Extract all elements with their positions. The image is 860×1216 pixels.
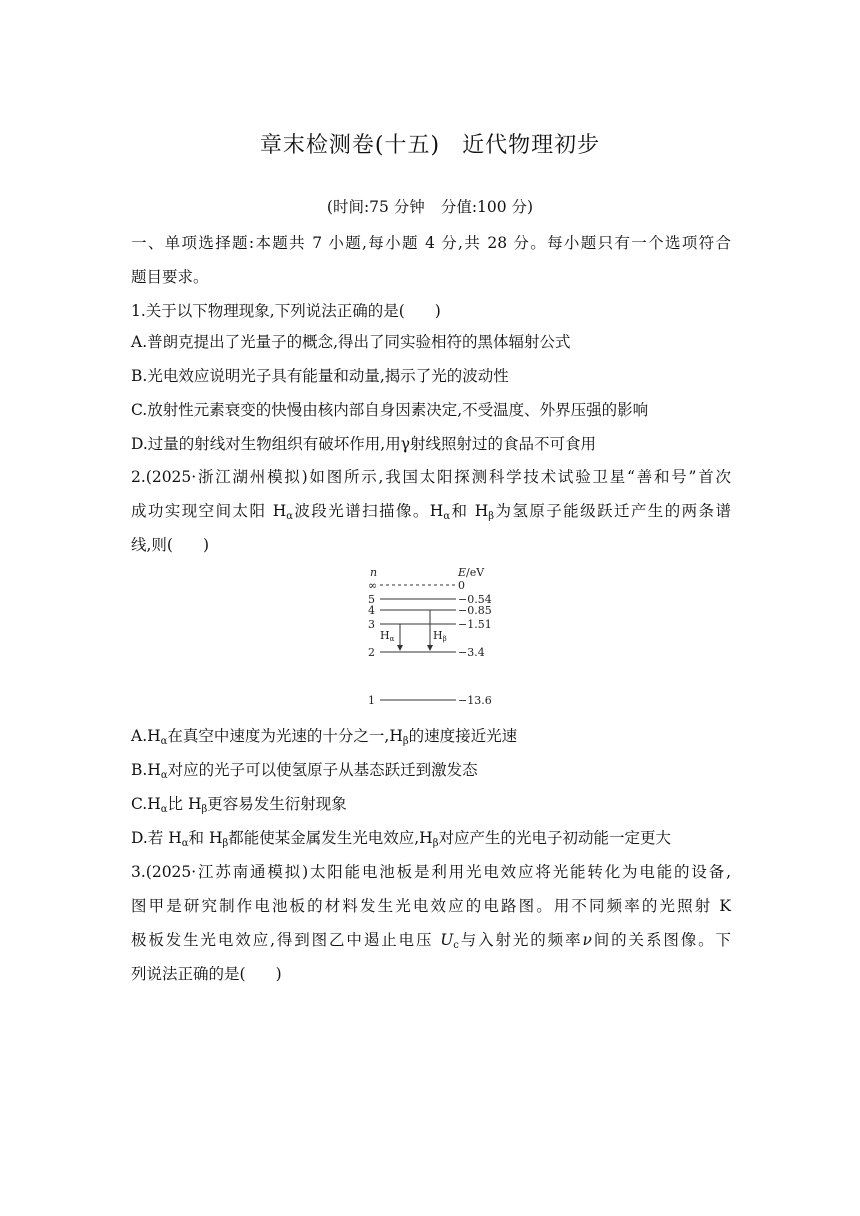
level-e-inf: 0 [458, 579, 465, 592]
level-n-3: 3 [368, 618, 375, 631]
h-alpha-arrowhead [397, 645, 403, 651]
q2-line2-sub-b: α [443, 511, 451, 522]
h-beta-arrowhead [427, 645, 433, 651]
h-beta-label: Hβ [433, 629, 447, 643]
q2-line2-b: 波段光谱扫描像。H [293, 502, 444, 520]
q2-stem-line1: 2.(2025·浙江湖州模拟)如图所示,我国太阳探测科学技术试验卫星“善和号”首次 [131, 468, 731, 486]
exam-time: (时间:75 分钟 [326, 198, 425, 216]
q2-line2-d: 为氢原子能级跃迁产生的两条谱 [494, 502, 731, 520]
q2-line2-sub2: β [488, 511, 495, 522]
q2-option-d: D.若 $H_\alpha$和 $H_\beta$都能使某金属发生光电效应$,H_\beta$对应产生的光电子初动能一定更大 [131, 829, 671, 849]
q3-stem-line1: 3.(2025·江苏南通模拟)太阳能电池板是利用光电效应将光能转化为电能的设备, [131, 863, 731, 881]
exam-meta [0, 195, 860, 217]
q2-line2-a: 成功实现空间太阳 H [131, 502, 287, 520]
level-e-5: −0.54 [458, 593, 492, 606]
level-e-3: −1.51 [458, 618, 492, 631]
q3-stem-line3: 极板发生光电效应,得到图乙中遏止电压 $U_c$与入射光的频率ν间的关系图像。下 [131, 931, 731, 951]
level-n-inf: ∞ [368, 579, 378, 592]
level-n-2: 2 [368, 646, 375, 659]
level-e-4: −0.85 [458, 604, 492, 617]
q2-line2-sub: α [286, 511, 293, 522]
diagram-e-label: E/eV [458, 566, 485, 579]
q1-stem-close: ) [434, 302, 441, 320]
title-part2: 近代物理初步 [462, 133, 601, 158]
title-part1: 章末检测卷(十五) [259, 133, 441, 158]
q2-line3-text: 线,则( [131, 536, 173, 554]
q2-option-b: $B.H_\alpha$对应的光子可以使氢原子从基态跃迁到激发态 [131, 761, 478, 781]
q2-option-a: $A.H_\alpha$在真空中速度为光速的十分之一$,H_\beta$的速度接近光速 [131, 727, 518, 747]
q3-line4-text: 列说法正确的是( [131, 965, 246, 983]
q2-line3-close: ) [202, 536, 210, 554]
h-alpha-label: Hα [380, 629, 395, 643]
q3-stem-line4 [131, 962, 282, 984]
diagram-n-label: n [370, 566, 378, 579]
section-heading-line2: 题目要求。 [131, 268, 209, 286]
q1-option-d: D.过量的射线对生物组织有破坏作用,用γ射线照射过的食品不可食用 [131, 435, 596, 453]
level-n-5: 5 [368, 593, 375, 606]
q2-stem-line2 [131, 499, 731, 521]
q1-option-c: C.放射性元素衰变的快慢由核内部自身因素决定,不受温度、外界压强的影响 [131, 401, 649, 419]
q1-stem [131, 299, 441, 321]
q2-line2-c: 和 H [450, 502, 489, 520]
level-e-2: −3.4 [458, 646, 485, 659]
q1-option-b: B.光电效应说明光子具有能量和动量,揭示了光的波动性 [131, 367, 509, 385]
energy-level-diagram [360, 565, 500, 710]
q2-stem-line3 [131, 533, 209, 555]
page-title [0, 128, 860, 159]
q3-stem-line2: 图甲是研究制作电池板的材料发生光电效应的电路图。用不同频率的光照射 K [131, 897, 731, 915]
q3-line4-close: ) [275, 965, 282, 983]
exam-score: 分值:100 分) [440, 198, 534, 216]
level-n-4: 4 [368, 604, 375, 617]
level-e-1: −13.6 [458, 694, 492, 707]
q2-option-c: $C.H_\alpha$比 $H_\beta$更容易发生衍射现象 [131, 795, 347, 815]
section-heading-line1: 一、单项选择题:本题共 7 小题,每小题 4 分,共 28 分。每小题只有一个选项符合 [131, 234, 731, 252]
level-n-1: 1 [368, 694, 375, 707]
q1-option-a: A.普朗克提出了光量子的概念,得出了同实验相符的黑体辐射公式 [131, 333, 571, 351]
q1-stem-text: 1.关于以下物理现象,下列说法正确的是( [131, 302, 405, 320]
